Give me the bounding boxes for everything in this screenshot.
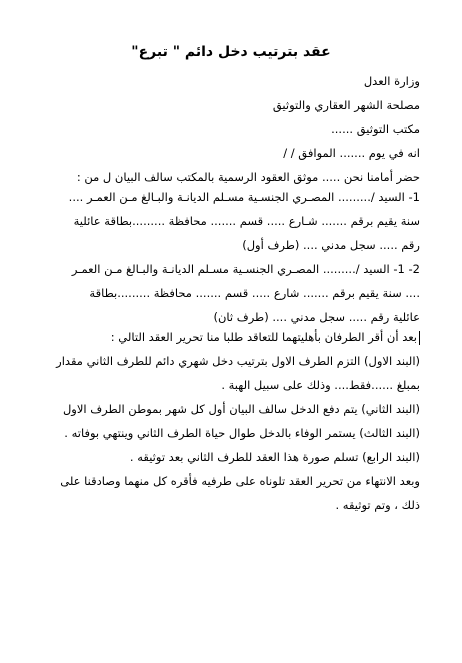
party-one-line-1: 1- السيد /......... المصـري الجنسـية مسـلم الديانـة والبـالغ مـن العمـر .... [68,190,420,204]
clause-three-line: (البند الثالث) يستمر الوفاء بالدخل طوال حياة الطرف الثاني وينتهي بوفاته . [64,426,420,440]
capacity-text: بعد أن أقر الطرفان بأهليتهما للتعاقد طلبا منا تحرير العقد التالي : [110,330,417,344]
office-line: مكتب التوثيق ...... [331,122,420,136]
party-one-line-3: رقم ..... سجل مدني .... (طرف أول) [242,238,420,252]
party-two-line-2: .... سنة يقيم برقم ....... شارع ..... قسم ....... محافظة .........بطاقة [89,286,420,300]
capacity-line [42,329,420,345]
ministry-line: وزارة العدل [363,74,420,88]
closing-line-1: وبعد الانتهاء من تحرير العقد تلوناه على طرفيه فأقره كل منهما وصادقنا على [60,474,420,488]
party-two-line-1: 2- 1- السيد /......... المصـري الجنسـية مسـلم الديانـة والبـالغ مـن العمـر [71,262,420,276]
clause-one-line-2: بمبلغ ......فقط.... وذلك على سبيل الهبة . [221,378,420,392]
attendance-line: حضر أمامنا نحن ..... موثق العقود الرسمية بالمكتب سالف البيان ل من : [76,170,420,184]
closing-line-2: ذلك ، وتم توثيقه . [335,498,420,512]
date-line: انه في يوم ....... الموافق / / [283,146,420,160]
party-two-line-3: عائلية رقم ..... سجل مدني .... (طرف ثان) [213,310,420,324]
document-title: عقد بترتيب دخل دائم " تبرع" [131,44,331,60]
text-cursor [419,331,420,345]
authority-line: مصلحة الشهر العقاري والتوثيق [272,98,420,112]
party-one-line-2: سنة يقيم برقم ....... شـارع ..... قسم ....... محافظة .........بطاقة عائلية [73,214,420,228]
clause-one-line-1: (البند الاول) التزم الطرف الاول بترتيب دخل شهري دائم للطرف الثاني مقدار [56,354,420,368]
clause-two-line: (البند الثاني) يتم دفع الدخل سالف البيان أول كل شهر بموطن الطرف الاول [62,402,420,416]
clause-four-line: (البند الرابع) تسلم صورة هذا العقد للطرف الثاني بعد توثيقه . [129,450,420,464]
